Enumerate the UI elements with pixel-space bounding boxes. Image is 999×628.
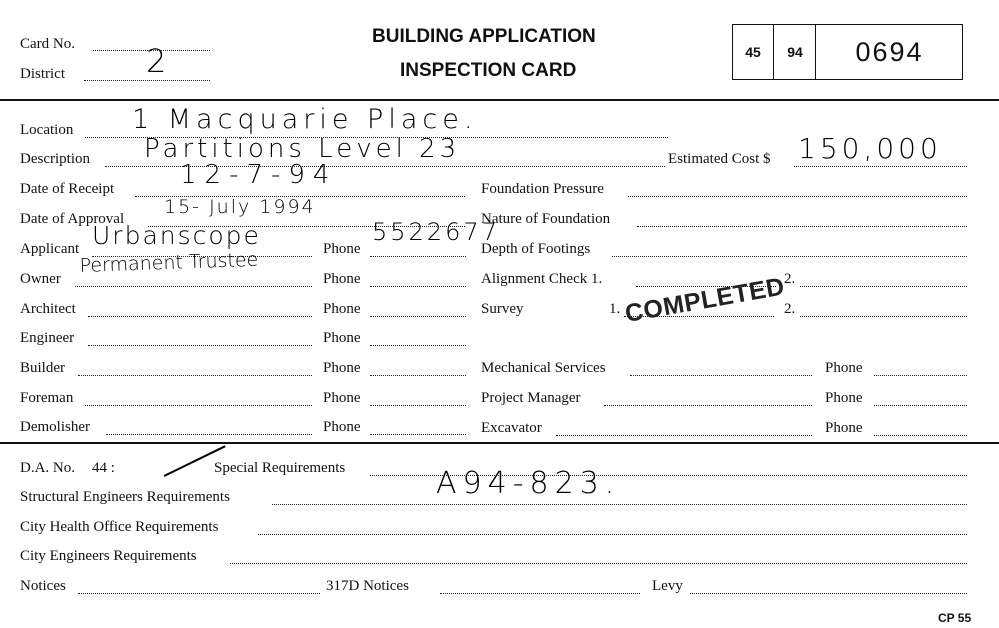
nature-of-foundation-field[interactable] [637, 226, 967, 227]
foreman-label: Foreman [20, 390, 74, 406]
owner-phone-field[interactable] [370, 286, 466, 287]
district-field[interactable] [84, 80, 210, 81]
da-no-prefix: 44 : [92, 460, 115, 476]
builder-field[interactable] [78, 375, 312, 376]
foreman-field[interactable] [85, 405, 312, 406]
structural-engineers-label: Structural Engineers Requirements [20, 489, 230, 505]
district-label: District [20, 66, 65, 82]
applicant-phone-field[interactable] [370, 256, 466, 257]
survey-label: Survey [481, 301, 524, 317]
builder-phone-label: Phone [323, 360, 361, 376]
foreman-phone-label: Phone [323, 390, 361, 406]
survey-1-label: 1. [609, 301, 621, 317]
project-manager-label: Project Manager [481, 390, 581, 406]
ref-year-prefix: 45 [733, 25, 774, 79]
levy-field[interactable] [690, 593, 967, 594]
district-value: 2 [146, 42, 169, 80]
date-of-receipt-label: Date of Receipt [20, 181, 115, 197]
card-title-line1: BUILDING APPLICATION [372, 26, 596, 47]
engineer-phone-field[interactable] [370, 345, 466, 346]
date-of-approval-value: 15- July 1994 [164, 196, 316, 218]
project-manager-phone-label: Phone [825, 390, 863, 406]
city-health-field[interactable] [258, 534, 967, 535]
mechanical-services-field[interactable] [630, 375, 812, 376]
location-value: 1 Macquarie Place. [132, 104, 478, 135]
demolisher-phone-label: Phone [323, 419, 361, 435]
mechanical-services-label: Mechanical Services [481, 360, 606, 376]
alignment-check-2-field[interactable] [800, 286, 967, 287]
reference-number-box [732, 24, 963, 80]
structural-engineers-field[interactable] [272, 504, 967, 505]
location-label: Location [20, 122, 74, 138]
excavator-label: Excavator [481, 420, 542, 436]
header-divider [0, 99, 999, 101]
engineer-phone-label: Phone [323, 330, 361, 346]
alignment-check-2-label: 2. [784, 271, 796, 287]
card-no-label: Card No. [20, 36, 75, 52]
mechanical-services-phone-field[interactable] [874, 375, 967, 376]
applicant-value: Urbanscope [92, 221, 261, 250]
city-engineers-label: City Engineers Requirements [20, 548, 197, 564]
project-manager-field[interactable] [604, 405, 812, 406]
architect-label: Architect [20, 301, 76, 317]
foundation-pressure-field[interactable] [628, 196, 967, 197]
estimated-cost-value: 150,000 [798, 132, 942, 165]
city-engineers-field[interactable] [230, 563, 967, 564]
survey-2-label: 2. [784, 301, 796, 317]
owner-field[interactable] [75, 286, 312, 287]
architect-phone-label: Phone [323, 301, 361, 317]
completed-stamp: COMPLETED [622, 272, 787, 329]
date-of-receipt-value: 12-7-94 [180, 160, 338, 190]
foundation-pressure-label: Foundation Pressure [481, 181, 604, 197]
ref-year: 94 [775, 25, 816, 79]
notices-label: Notices [20, 578, 66, 594]
card-title-line2: INSPECTION CARD [400, 60, 577, 81]
demolisher-field[interactable] [106, 434, 312, 435]
excavator-field[interactable] [556, 435, 812, 436]
applicant-phone-label: Phone [323, 241, 361, 257]
estimated-cost-label: Estimated Cost $ [668, 151, 771, 167]
estimated-cost-field[interactable] [794, 166, 967, 167]
levy-label: Levy [652, 578, 683, 594]
project-manager-phone-field[interactable] [874, 405, 967, 406]
notices-317d-field[interactable] [440, 593, 640, 594]
owner-value: Permanent Trustee [79, 248, 259, 277]
architect-phone-field[interactable] [370, 316, 466, 317]
alignment-check-label: Alignment Check 1. [481, 271, 603, 287]
engineer-field[interactable] [88, 345, 312, 346]
form-code: CP 55 [938, 611, 972, 625]
owner-label: Owner [20, 271, 61, 287]
notices-field[interactable] [78, 593, 320, 594]
nature-of-foundation-label: Nature of Foundation [481, 211, 611, 227]
engineer-label: Engineer [20, 330, 75, 346]
builder-label: Builder [20, 360, 65, 376]
depth-of-footings-label: Depth of Footings [481, 241, 591, 257]
structural-engineers-value: A94-823. [436, 466, 621, 501]
foreman-phone-field[interactable] [370, 405, 466, 406]
survey-2-field[interactable] [800, 316, 967, 317]
mechanical-services-phone-label: Phone [825, 360, 863, 376]
excavator-phone-label: Phone [825, 420, 863, 436]
owner-phone-label: Phone [323, 271, 361, 287]
description-label: Description [20, 151, 90, 167]
city-health-label: City Health Office Requirements [20, 519, 219, 535]
architect-field[interactable] [88, 316, 312, 317]
notices-317d-label: 317D Notices [326, 578, 409, 594]
special-requirements-label: Special Requirements [214, 460, 346, 476]
da-no-label: D.A. No. [20, 460, 75, 476]
builder-phone-field[interactable] [370, 375, 466, 376]
description-value: Partitions Level 23 [144, 134, 461, 164]
applicant-label: Applicant [20, 241, 80, 257]
depth-of-footings-field[interactable] [612, 256, 967, 257]
date-of-approval-label: Date of Approval [20, 211, 125, 227]
lower-section-divider [0, 442, 999, 444]
demolisher-label: Demolisher [20, 419, 90, 435]
excavator-phone-field[interactable] [874, 435, 967, 436]
ref-number: 0694 [855, 36, 924, 67]
applicant-phone-value: 5522677 [372, 218, 500, 246]
demolisher-phone-field[interactable] [370, 434, 466, 435]
